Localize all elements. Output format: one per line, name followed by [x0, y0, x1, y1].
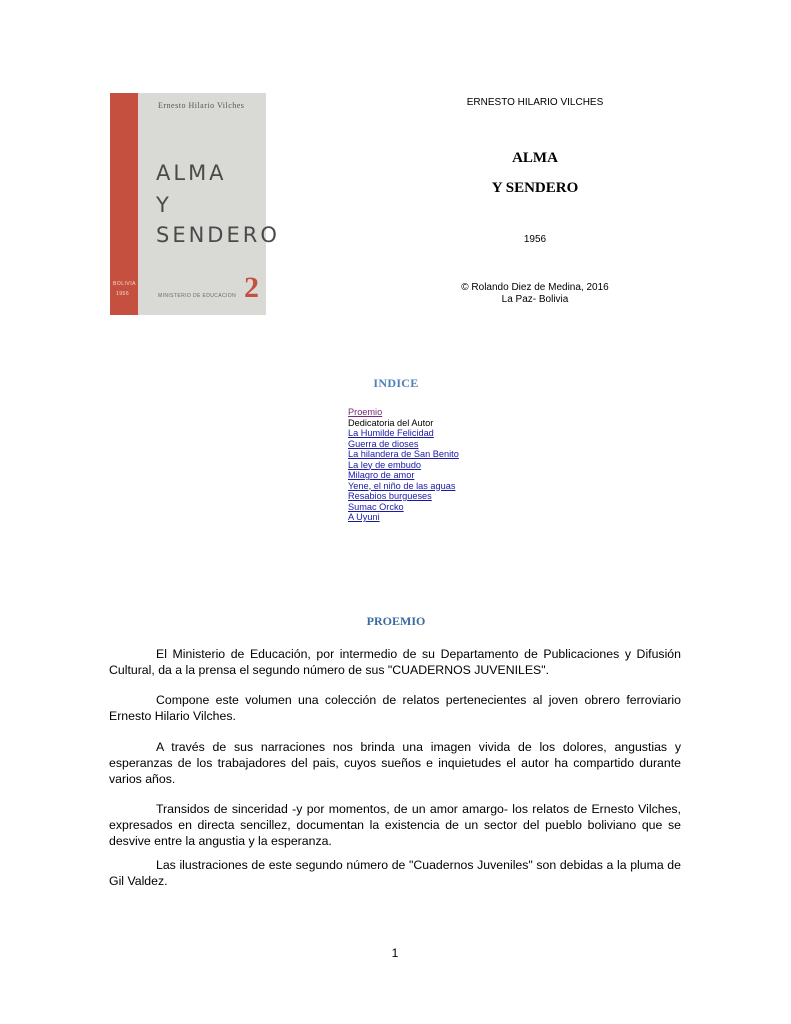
index-list [348, 407, 459, 523]
cover-title-line: ALMA [156, 161, 227, 185]
author-name: ERNESTO HILARIO VILCHES [466, 97, 604, 108]
index-text-dedicatoria: Dedicatoria del Autor [348, 417, 434, 428]
page-number: 1 [391, 946, 399, 960]
index-link-ley-embudo[interactable]: La ley de embudo [348, 459, 422, 470]
cover-publisher: MINISTERIO DE EDUCACION [158, 293, 237, 299]
copyright-location: La Paz- Bolivia [501, 294, 569, 305]
index-link-milagro-amor[interactable]: Milagro de amor [348, 470, 415, 480]
book-title-line1: ALMA [512, 150, 558, 166]
index-item[interactable] [348, 470, 459, 481]
publication-year: 1956 [523, 234, 547, 245]
index-link-yene[interactable]: Yene, el niño de las aguas [348, 480, 456, 491]
book-title-line2: Y SENDERO [491, 180, 579, 196]
book-cover-image [110, 93, 280, 315]
proemio-paragraph: Transidos de sinceridad -y por momentos, de un amor amargo- los relatos de Ernesto Vilches, expresados en directa sencillez, documentan la existencia de un sector del pueblo boliviano que se desvive entre la angustia y la esperanza. [109, 802, 681, 849]
proemio-paragraph: Las ilustraciones de este segundo número de "Cuadernos Juveniles" son debidas a la pluma de Gil Valdez. [109, 858, 681, 889]
index-item[interactable] [348, 439, 459, 450]
index-link-a-uyuni[interactable]: A Uyuni [348, 512, 380, 522]
proemio-heading: PROEMIO [366, 614, 426, 628]
cover-number: 2 [244, 271, 259, 304]
index-item[interactable] [348, 491, 459, 502]
cover-title-line: SENDERO [156, 223, 280, 247]
proemio-paragraph: A través de sus narraciones nos brinda una imagen vivida de los dolores, angustias y esperanzas de los trabajadores del pais, cuyos sueños e inquietudes el autor ha compartido durante varios años. [109, 740, 681, 787]
cover-title-line: Y [156, 193, 172, 217]
index-link-humilde-felicidad[interactable]: La Humilde Felicidad [348, 428, 434, 438]
index-item[interactable] [348, 460, 459, 471]
copyright-block [415, 282, 655, 306]
index-item[interactable] [348, 481, 459, 492]
index-link-hilandera[interactable]: La hilandera de San Benito [348, 449, 459, 459]
index-link-guerra-dioses[interactable]: Guerra de dioses [348, 438, 419, 449]
index-item[interactable] [348, 407, 459, 418]
index-heading: INDICE [373, 376, 419, 390]
index-item[interactable] [348, 512, 459, 523]
cover-spine-text: BOLIVIA [113, 281, 136, 287]
index-item[interactable] [348, 428, 459, 439]
index-link-proemio[interactable]: Proemio [348, 407, 383, 417]
proemio-paragraph: El Ministerio de Educación, por intermedio de su Departamento de Publicaciones y Difusión Cultural, da a la prensa el segundo número de sus "CUADERNOS JUVENILES". [109, 647, 681, 678]
cover-author: Ernesto Hilario Vilches [158, 101, 245, 110]
index-item[interactable] [348, 449, 459, 460]
index-link-resabios[interactable]: Resabios burgueses [348, 491, 432, 501]
index-item [348, 418, 459, 429]
proemio-paragraph: Compone este volumen una colección de relatos pertenecientes al joven obrero ferroviario Ernesto Hilario Vilches. [109, 693, 681, 724]
copyright-line: © Rolando Diez de Medina, 2016 [461, 282, 609, 293]
cover-spine-year: 1956 [116, 291, 130, 297]
index-link-sumac-orcko[interactable]: Sumac Orcko [348, 501, 404, 512]
index-item[interactable] [348, 502, 459, 513]
